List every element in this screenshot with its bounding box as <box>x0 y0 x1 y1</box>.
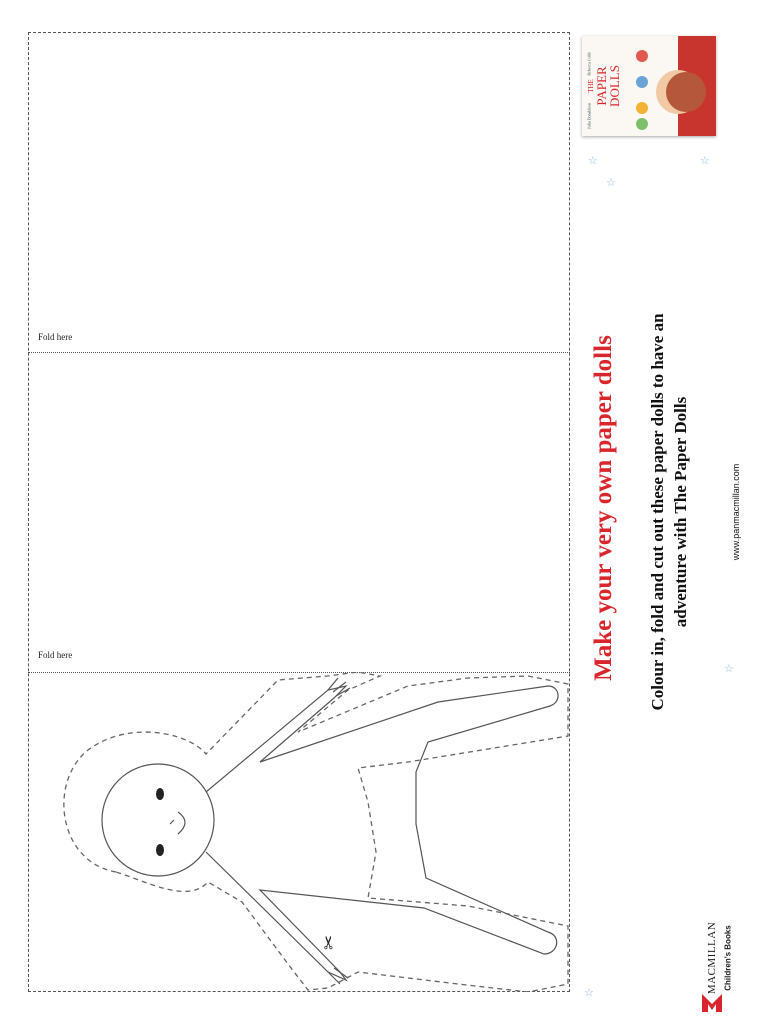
scissors-icon: ✂ <box>319 934 341 951</box>
star-icon: ☆ <box>724 663 734 675</box>
book-cover <box>582 36 716 136</box>
publisher-imprint: Children's Books <box>723 925 733 991</box>
paper-doll-outline <box>28 672 570 992</box>
book-cover-title: THE PAPER DOLLS <box>587 65 622 107</box>
instructions-text <box>647 313 693 710</box>
page-title: Make your very own paper dolls <box>590 335 617 681</box>
publisher-name: MACMILLAN <box>706 921 718 995</box>
fold-label-1: Fold here <box>38 332 73 342</box>
star-icon: ☆ <box>700 155 710 167</box>
instructions-line-1: Colour in, fold and cut out these paper dolls to have an <box>648 313 668 711</box>
star-icon: ☆ <box>588 155 598 167</box>
website-link[interactable]: www.panmacmillan.com <box>731 463 741 561</box>
publisher-logo <box>700 921 744 1014</box>
instructions-line-2: adventure with The Paper Dolls <box>671 396 690 628</box>
book-cover-illustrator: Rebecca Cobb <box>586 52 592 76</box>
fold-line-1 <box>28 352 570 353</box>
fold-label-2: Fold here <box>38 650 73 660</box>
book-cover-author: Julia Donaldson <box>586 103 592 129</box>
star-icon: ☆ <box>584 987 594 999</box>
star-icon: ☆ <box>606 177 616 189</box>
